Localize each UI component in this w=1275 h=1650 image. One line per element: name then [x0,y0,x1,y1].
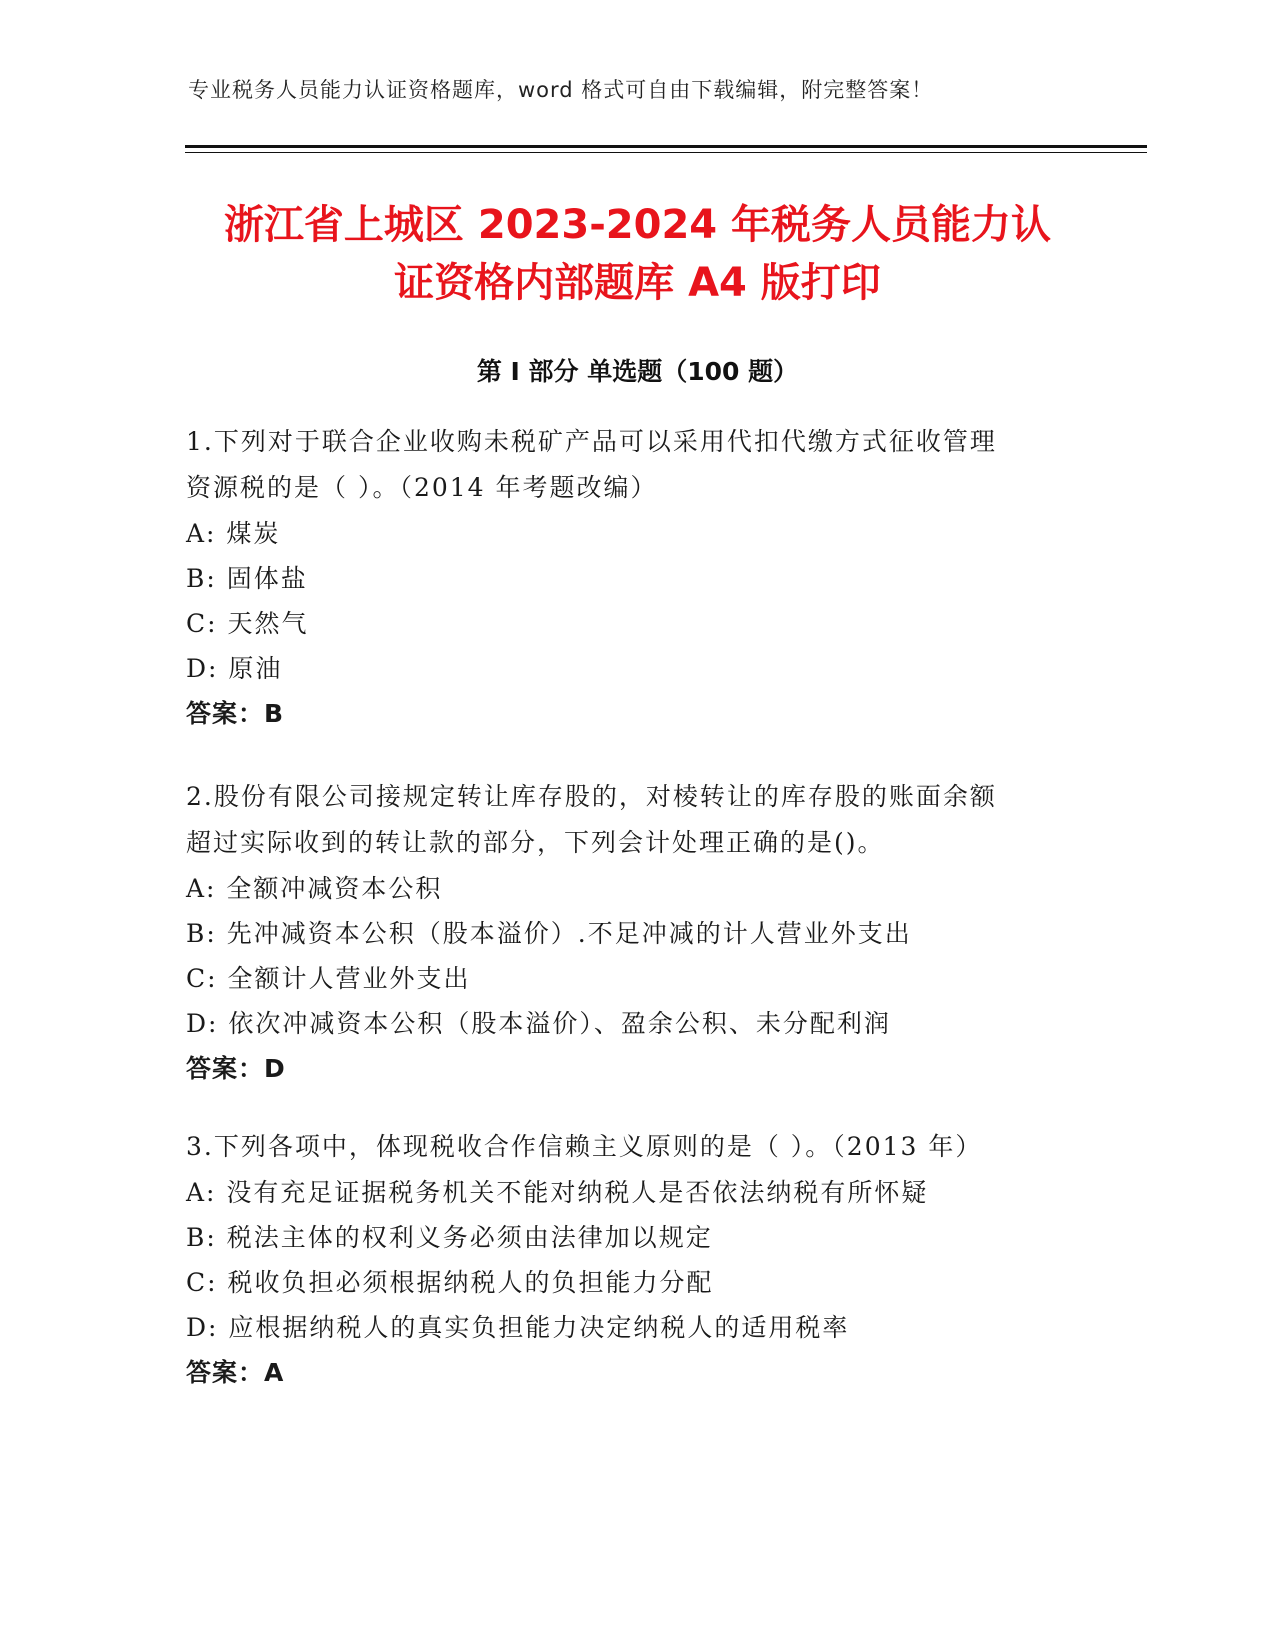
option-d: D: 依次冲减资本公积（股本溢价）、盈余公积、未分配利润 [186,1009,891,1038]
question-stem-line: 资源税的是（ ）。（2014 年考题改编） [186,473,658,502]
question-stem-line: 2.股份有限公司接规定转让库存股的，对棱转让的库存股的账面余额 [186,782,997,811]
option-a: A: 全额冲减资本公积 [186,874,443,903]
header-rule-thin [185,152,1147,153]
option-a: A: 煤炭 [186,519,281,548]
document-title [150,196,1125,312]
option-b: B: 税法主体的权利义务必须由法律加以规定 [186,1223,713,1252]
question-stem-line: 超过实际收到的转让款的部分，下列会计处理正确的是()。 [186,828,885,857]
option-b: B: 固体盐 [186,564,308,593]
header-note: 专业税务人员能力认证资格题库，word 格式可自由下载编辑，附完整答案！ [188,78,934,102]
question-stem-line: 1.下列对于联合企业收购未税矿产品可以采用代扣代缴方式征收管理 [186,427,997,456]
option-c: C: 全额计人营业外支出 [186,964,471,993]
option-d: D: 应根据纳税人的真实负担能力决定纳税人的适用税率 [186,1313,850,1342]
question-stem-line: 3.下列各项中，体现税收合作信赖主义原则的是（ ）。（2013 年） [186,1132,983,1161]
question-2 [186,774,1086,1092]
answer: 答案：D [186,1054,286,1083]
header-rule-thick [185,145,1147,148]
document-title-line-2: 证资格内部题库 A4 版打印 [394,260,881,306]
answer: 答案：B [186,699,285,728]
answer: 答案：A [186,1358,285,1387]
question-1 [186,419,1086,737]
option-b: B: 先冲减资本公积（股本溢价）.不足冲减的计人营业外支出 [186,919,912,948]
option-a: A: 没有充足证据税务机关不能对纳税人是否依法纳税有所怀疑 [186,1178,929,1207]
option-d: D: 原油 [186,654,283,683]
document-title-line-1: 浙江省上城区 2023-2024 年税务人员能力认 [223,202,1052,248]
option-c: C: 天然气 [186,609,309,638]
option-c: C: 税收负担必须根据纳税人的负担能力分配 [186,1268,714,1297]
question-3 [186,1124,1086,1396]
section-heading: 第 I 部分 单选题（100 题） [476,357,799,386]
